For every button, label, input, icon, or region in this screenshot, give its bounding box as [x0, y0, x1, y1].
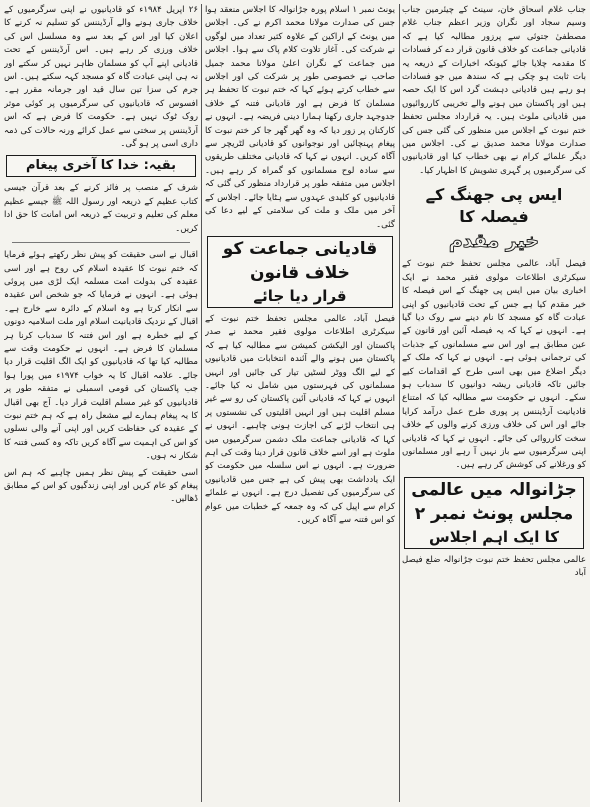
article-paragraph: ۲۶ اپریل ۱۹۸۴ء کو قادیانیوں نے اپنی سرگرمیوں کے خلاف جاری ہونے والے آرڈیننس کو تسلیم نہ کرنے کا اعلان کیا اور اس کے بعد سے وہ مسلسل اس کی خلاف ورزی کر رہے ہیں۔ اس آرڈیننس کے تحت قادیانی اپنے آپ کو مسلمان ظاہر نہیں کر سکتے اور نہ ہی اپنی عبادت گاہ کو مسجد کہہ سکتے ہیں۔ اس جرم کی سزا تین سال قید اور جرمانہ مقرر ہے۔ افسوس کہ قادیانیوں کی سرگرمیوں پر کوئی موثر روک ٹوک نہیں ہے۔ حکومت کا فرض ہے کہ اس آرڈیننس پر سختی سے عمل کرائے ورنہ حالات کی ذمہ داری اسی پر ہو گی۔ — [4, 5, 198, 150]
article-paragraph: فیصل آباد، عالمی مجلس تحفظ ختم نبوت کے سیکرٹری اطلاعات مولوی فقیر محمد نے صدر پاکستان اور الیکشن کمیشن سے مطالبہ کیا ہے کہ پاکستان میں ہونے والے آئندہ انتخابات میں قادیانیوں کے لیے الگ ووٹر لسٹیں تیار کی جائیں اور انہیں مسلمانوں کی فہرستوں میں شامل نہ کیا جائے۔ انہوں نے کہا کہ قادیانی آئین پاکستان کی رو سے غیر مسلم اقلیت ہیں اور انہیں اقلیتوں کی نشستوں پر ہی انتخاب لڑنے کی اجازت ہونی چاہیے۔ انہوں نے کہا کہ قادیانی جماعت ملک دشمن سرگرمیوں میں ملوث ہے اور اسے خلاف قانون قرار دینا وقت کی اہم ضرورت ہے۔ انہوں نے اس سلسلہ میں حکومت کو ایک یادداشت بھی پیش کی ہے جس میں قادیانیوں کی سرگرمیوں کی تفصیل درج ہے۔ انہوں نے علمائے کرام سے اپیل کی کہ وہ جمعہ کے خطبات میں عوام کو اس فتنہ سے آگاہ کریں۔ — [205, 313, 395, 525]
box-headline-line-2: قرار دیا جائے — [253, 286, 347, 305]
headline-sp-jhang — [402, 184, 586, 254]
article-paragraph: شرف کے منصب پر فائز کرنے کے بعد قرآن جیسی کتاب عظیم کے ذریعہ اور رسول اللہ ﷺ جیسے عظیم معلم کی تعلیم و تربیت کے ذریعہ اس امانت کا حق ادا کریں۔ — [4, 183, 198, 234]
column-middle — [205, 4, 395, 802]
article-paragraph: اقبال نے اسی حقیقت کو پیش نظر رکھتے ہوئے فرمایا کہ ختم نبوت کا عقیدہ اسلام کی روح ہے اور اسی عقیدہ کی بدولت امت مسلمہ ایک لڑی میں پروئی ہوئی ہے۔ انہوں نے فرمایا کہ جو شخص اس عقیدہ سے انکار کرتا ہے وہ اسلام کے دائرہ سے خارج ہے۔ اقبال کے نزدیک قادیانیت اسلام اور ملت اسلامیہ دونوں کے لیے خطرہ ہے اور اس فتنہ کا سدباب کرنا ہر مسلمان کا فرض ہے۔ انہوں نے حکومت وقت سے مطالبہ کیا تھا کہ قادیانیوں کو ایک الگ اقلیت قرار دیا جائے۔ علامہ اقبال کا یہ خواب ۱۹۷۴ء میں پورا ہوا جب پاکستان کی قومی اسمبلی نے متفقہ طور پر قادیانیوں کو غیر مسلم اقلیت قرار دیا۔ آج بھی اقبال کا یہ پیغام ہمارے لیے مشعل راہ ہے کہ ہم ختم نبوت کے عقیدہ کی حفاظت کریں اور اپنی آنے والی نسلوں کو اس کی اہمیت سے آگاہ کریں تاکہ وہ کسی فتنہ کا شکار نہ ہوں۔ — [4, 250, 198, 462]
headline-line-2: خیر مقدم — [448, 230, 540, 253]
headline-line-1: ایس پی جھنگ کے فیصلہ کا — [425, 185, 563, 227]
boxed-headline-jaranwala — [404, 477, 584, 549]
continuation-title: بقیہ: خدا کا آخری پیغام — [25, 158, 176, 174]
article-paragraph: جناب غلام اسحاق خان، سینٹ کے چیئرمین جناب وسیم سجاد اور نگران وزیر اعظم جناب غلام مصطفیٰ جتوئی سے پرزور مطالبہ کیا ہے کہ قادیانی جماعت کو خلاف قانون قرار دے کر فسادات کا مقدمہ چلایا جائے کیونکہ اخبارات کے ذریعہ یہ بات ثابت ہو چکی ہے کہ سندھ میں جو فسادات ہو رہے ہیں قادیانی دہشت گرد اس کا ایک حصہ ہیں اور پاکستان میں ہونے والے تخریبی کارروائیوں میں قادیانی ملوث ہیں۔ یہ قرارداد مجلس تحفظ ختم نبوت کے اجلاس میں منظور کی گئی جس کی صدارت مولانا محمد صدیق نے کی۔ اجلاس میں دیگر علمائے کرام نے بھی خطاب کیا اور قادیانیوں کی سرگرمیوں پر گہری تشویش کا اظہار کیا۔ — [402, 5, 586, 176]
column-left — [4, 4, 198, 802]
section-separator — [12, 242, 190, 243]
column-divider — [399, 4, 400, 802]
boxed-headline-qadiani — [207, 236, 393, 308]
article-paragraph: اسی حقیقت کے پیش نظر ہمیں چاہیے کہ ہم اس پیغام کو عام کریں اور اپنی زندگیوں کو اس کے مطابق ڈھالیں۔ — [4, 467, 198, 505]
box-headline-line-2: کا ایک اہم اجلاس — [429, 527, 559, 546]
article-paragraph: عالمی مجلس تحفظ ختم نبوت جڑانوالہ ضلع فیصل آباد — [402, 554, 586, 579]
column-divider — [201, 4, 202, 802]
article-paragraph: فیصل آباد، عالمی مجلس تحفظ ختم نبوت کے سیکرٹری اطلاعات مولوی فقیر محمد نے ایک اخباری بیان میں ایس پی جھنگ کے اس فیصلہ کا خیر مقدم کیا ہے جس کے تحت قادیانیوں کو اپنی عبادت گاہ کو مسجد کا نام دینے سے روک دیا گیا ہے۔ انہوں نے کہا کہ یہ فیصلہ آئین اور قانون کے عین مطابق ہے اور اس سے مسلمانوں کے جذبات کی ترجمانی ہوئی ہے۔ انہوں نے کہا کہ ملک کے دیگر اضلاع میں بھی اسی طرح کے اقدامات کیے جائیں تاکہ قادیانی ریشہ دوانیوں کا سدباب ہو سکے۔ انہوں نے حکومت سے مطالبہ کیا کہ امتناع قادیانیت آرڈیننس پر پوری طرح عمل درآمد کرایا جائے اور اس کی خلاف ورزی کرنے والوں کے خلاف سخت کارروائی کی جائے۔ انہوں نے کہا کہ قادیانی اپنی سرگرمیوں سے باز نہیں آ رہے اور مسلمانوں کو ورغلانے کی کوشش کر رہے ہیں۔ — [402, 259, 586, 471]
article-paragraph: یونٹ نمبر ۱ اسلام پورہ جڑانوالہ کا اجلاس منعقد ہوا جس کی صدارت مولانا محمد اکرم نے کی۔ اجلاس میں یونٹ کے اراکین کے علاوہ کثیر تعداد میں لوگوں نے شرکت کی۔ آغاز تلاوت کلام پاک سے ہوا۔ اجلاس میں جماعت کے نگران اعلیٰ مولانا محمد جمیل صاحب نے خصوصی طور پر شرکت کی اور اجلاس سے خطاب کرتے ہوئے کہا کہ ختم نبوت کا تحفظ ہر مسلمان کا فرض ہے اور قادیانی فتنہ کے خلاف جدوجہد جاری رکھنا ہمارا دینی فریضہ ہے۔ انہوں نے کارکنان پر زور دیا کہ وہ گھر گھر جا کر ختم نبوت کا پیغام پہنچائیں اور نوجوانوں کو قادیانی لٹریچر سے آگاہ کریں۔ انہوں نے کہا کہ قادیانی مختلف طریقوں سے سادہ لوح مسلمانوں کو گمراہ کر رہے ہیں۔ اجلاس میں متفقہ طور پر قرارداد منظور کی گئی کہ قادیانیوں کو کلیدی عہدوں سے ہٹایا جائے۔ اجلاس کے آخر میں ملک و ملت کی سلامتی کے لیے دعا کی گئی۔ — [205, 5, 395, 230]
boxed-continuation-label — [6, 155, 196, 177]
box-headline-line-1: قادیانی جماعت کو خلاف قانون — [222, 238, 378, 283]
box-headline-line-1: جڑانوالہ میں عالمی مجلس پونٹ نمبر ۲ — [411, 479, 577, 524]
column-right — [402, 4, 586, 802]
